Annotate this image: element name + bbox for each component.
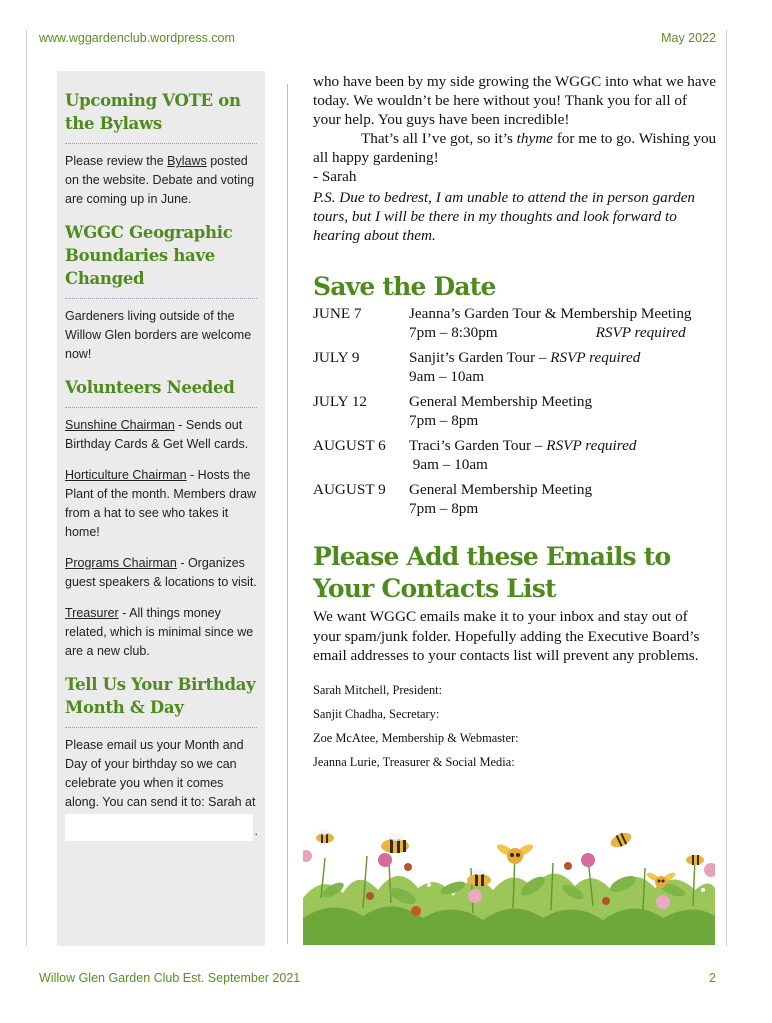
- event-title: [409, 349, 718, 368]
- event-title: [409, 305, 718, 324]
- volunteer-desc: - Hosts the Plant of the month. Members draw from a hat to see who takes it home!: [65, 468, 257, 539]
- contact-item: Sarah Mitchell, President:: [313, 682, 443, 697]
- volunteer-item: [65, 466, 257, 542]
- event-date: AUGUST 6: [313, 437, 386, 454]
- save-the-date-heading: Save the Date: [313, 272, 496, 301]
- flower-bud: [366, 892, 374, 900]
- emails-heading: Please Add these Emails to Your Contacts List: [313, 542, 671, 603]
- flower-clover: [468, 889, 482, 903]
- letter-text: That’s all I’ve got, so it’s: [361, 130, 517, 147]
- letter-pun: thyme: [516, 130, 553, 147]
- letter-text: for me to go. Wishing you all happy gardening!: [313, 130, 717, 166]
- bee-icon: [316, 829, 334, 843]
- volunteer-desc: - Sends out Birthday Cards & Get Well cards.: [65, 418, 249, 451]
- event-title-text: Traci’s Garden Tour –: [409, 437, 547, 454]
- event-list: [313, 305, 718, 518]
- boundaries-section: [65, 221, 257, 364]
- letter-paragraph: [313, 129, 718, 167]
- event-date: JULY 12: [313, 393, 368, 410]
- event-time-line: [409, 500, 718, 519]
- flower-thistle: [378, 853, 392, 867]
- event-details: [409, 349, 718, 386]
- contact-item: Zoe McAtee, Membership & Webmaster:: [313, 730, 519, 745]
- foliage: [303, 853, 715, 945]
- event-rsvp: RSVP required: [546, 437, 637, 454]
- event-title-text: General Membership Meeting: [409, 393, 593, 410]
- flower-clover: [656, 895, 670, 909]
- dotted-divider: [65, 727, 257, 728]
- event-title: [409, 393, 718, 412]
- volunteer-desc: - Organizes guest speakers & locations to visit.: [65, 556, 257, 589]
- event-details: [409, 305, 718, 342]
- birthday-section: [65, 673, 257, 841]
- flower-thistle: [581, 853, 595, 867]
- volunteer-role-link[interactable]: Treasurer: [65, 606, 119, 620]
- dotted-divider: [65, 407, 257, 408]
- flower-pink: [704, 863, 715, 877]
- vote-text-before: Please review the: [65, 154, 168, 168]
- event-time-line: [409, 412, 718, 431]
- strawberry: [411, 906, 421, 916]
- dotted-divider: [65, 298, 257, 299]
- volunteers-section: [65, 376, 257, 661]
- volunteer-item: [65, 554, 257, 592]
- page-border-right: [726, 30, 727, 946]
- dotted-divider: [65, 143, 257, 144]
- page-border-left: [26, 30, 27, 946]
- bee-icon: [686, 855, 704, 865]
- event-details: [409, 481, 718, 518]
- event-title-text: Sanjit’s Garden Tour –: [409, 349, 551, 366]
- footer-page-number: 2: [709, 971, 716, 985]
- birthday-heading: Tell Us Your Birthday Month & Day: [65, 675, 256, 717]
- event-row: [313, 437, 718, 474]
- event-time: 7pm – 8:30pm: [409, 323, 498, 341]
- trailing-period: .: [254, 824, 258, 838]
- flower-pink: [303, 850, 312, 862]
- vote-text: [65, 152, 257, 209]
- emails-intro: We want WGGC emails make it to your inbox and stay out of your spam/junk folder. Hopefully adding the Executive Board’s email addresses to your contacts list will prevent any problems.: [313, 608, 700, 664]
- event-title: [409, 437, 718, 456]
- volunteer-item: [65, 416, 257, 454]
- volunteer-role-link[interactable]: Sunshine Chairman: [65, 418, 175, 432]
- bee-icon: [381, 833, 409, 853]
- boundaries-heading: WGGC Geographic Boundaries have Changed: [65, 223, 233, 288]
- event-time: 9am – 10am: [409, 367, 485, 385]
- event-time: 7pm – 8pm: [409, 411, 479, 429]
- volunteers-heading: Volunteers Needed: [65, 378, 235, 397]
- event-time: 7pm – 8pm: [409, 499, 479, 517]
- column-divider: [287, 84, 288, 944]
- birthday-text: Please email us your Month and Day of your birthday so we can celebrate you when it comes along. You can send it to: Sarah at: [65, 738, 256, 809]
- redacted-email: [65, 814, 258, 841]
- vote-heading: Upcoming VOTE on the Bylaws: [65, 91, 241, 133]
- bee-icon: [608, 830, 633, 850]
- event-time-line: [409, 456, 718, 475]
- event-time-line: [409, 324, 718, 343]
- volunteer-role-link[interactable]: Horticulture Chairman: [65, 468, 187, 482]
- event-rsvp: RSVP required: [595, 323, 686, 341]
- sidebar: [57, 71, 265, 946]
- boundaries-text: Gardeners living outside of the Willow Glen borders are welcome now!: [65, 309, 252, 361]
- event-row: [313, 349, 718, 386]
- event-time-line: [409, 368, 718, 387]
- volunteer-desc: - All things money related, which is minimal since we are a new club.: [65, 606, 254, 658]
- header-website-url[interactable]: www.wggardenclub.wordpress.com: [39, 31, 235, 45]
- event-row: [313, 481, 718, 518]
- event-title-text: General Membership Meeting: [409, 481, 593, 498]
- main-column: [313, 72, 718, 774]
- footer-club-name: Willow Glen Garden Club Est. September 2021: [39, 971, 301, 985]
- bylaws-link[interactable]: Bylaws: [167, 154, 207, 168]
- flower-bud: [404, 863, 412, 871]
- volunteer-item: [65, 604, 257, 661]
- vote-section: [65, 89, 257, 209]
- event-date: JULY 9: [313, 349, 360, 366]
- contact-item: Jeanna Lurie, Treasurer & Social Media:: [313, 754, 515, 769]
- event-time: 9am – 10am: [409, 455, 488, 473]
- event-row: [313, 305, 718, 342]
- event-details: [409, 437, 718, 474]
- volunteer-role-link[interactable]: Programs Chairman: [65, 556, 177, 570]
- wildflowers-and-bees-illustration: [303, 818, 715, 945]
- event-title: [409, 481, 718, 500]
- flower-bud: [564, 862, 572, 870]
- contact-list: [313, 678, 718, 774]
- event-date: AUGUST 9: [313, 481, 386, 498]
- event-date: JUNE 7: [313, 305, 362, 322]
- president-letter: [313, 72, 718, 245]
- vote-text-after: posted on the website. Debate and voting are coming up in June.: [65, 154, 255, 206]
- letter-postscript: P.S. Due to bedrest, I am unable to attend the in person garden tours, but I will be there in my thoughts and look forward to hearing about them.: [313, 189, 696, 244]
- contact-item: Sanjit Chadha, Secretary:: [313, 706, 440, 721]
- letter-signoff: - Sarah: [313, 168, 357, 185]
- event-details: [409, 393, 718, 430]
- event-rsvp: RSVP required: [550, 349, 641, 366]
- bee-icon: [495, 842, 535, 864]
- letter-paragraph: who have been by my side growing the WGGC into what we have today. We wouldn’t be here without you! Thank you for all of your help. You guys have been incredible!: [313, 73, 716, 128]
- flower-bud: [602, 897, 610, 905]
- event-title-text: Jeanna’s Garden Tour & Membership Meeting: [409, 305, 692, 322]
- header-issue-date: May 2022: [661, 31, 716, 45]
- event-row: [313, 393, 718, 430]
